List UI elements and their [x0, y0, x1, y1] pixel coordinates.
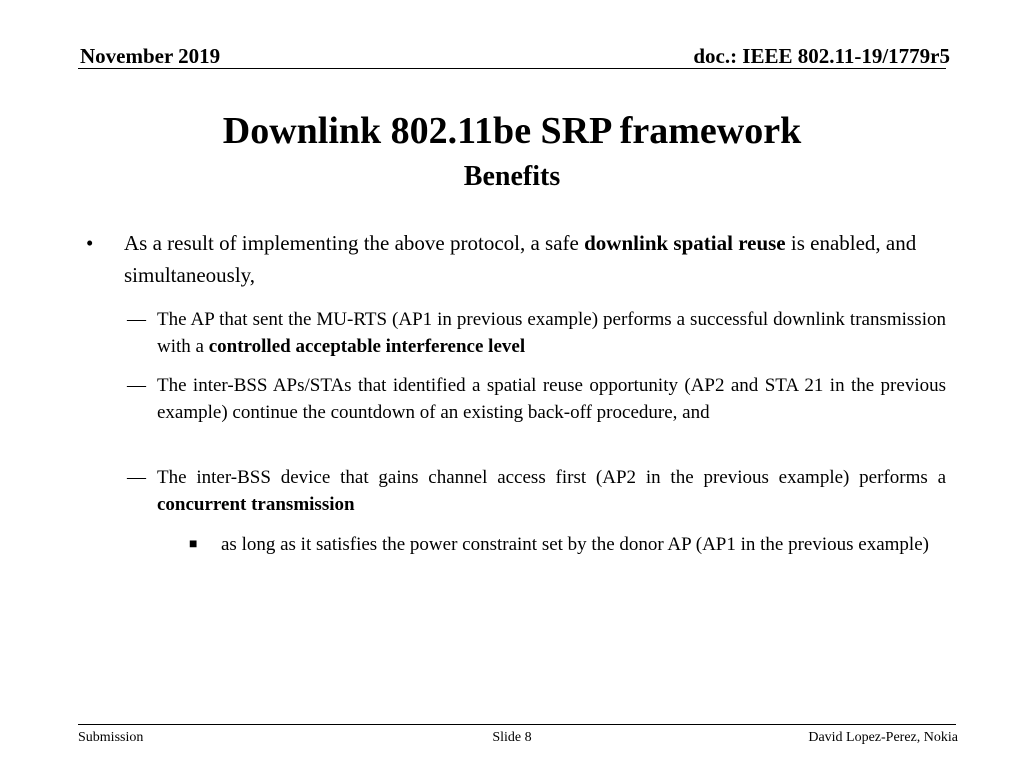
sub-bullet-1	[127, 306, 946, 360]
bullet-main-bold: downlink spatial reuse	[584, 231, 786, 255]
sub-bullet-2-text: The inter-BSS APs/STAs that identified a spatial reuse opportunity (AP2 and STA 21 in the previous example) continue the countdown of an existing back-off procedure, and	[157, 375, 946, 423]
footer-submission: Submission	[78, 730, 144, 745]
sub-sub-bullet-1-text: as long as it satisfies the power constraint set by the donor AP (AP1 in the previous example)	[221, 534, 929, 555]
footer-divider	[78, 724, 956, 725]
dash-icon: —	[127, 467, 146, 488]
header-doc-id: doc.: IEEE 802.11-19/1779r5	[693, 44, 950, 68]
sub-bullet-2	[127, 372, 946, 426]
slide-subtitle: Benefits	[463, 161, 561, 192]
bullet-main-text-end: is enabled, and simultaneously,	[124, 231, 917, 287]
sub-bullet-3-text: The inter-BSS device that gains channel access first (AP2 in the previous example) performs a	[157, 467, 946, 488]
bullet-main	[86, 227, 946, 291]
square-bullet-icon: ■	[189, 537, 198, 552]
sub-bullet-1-bold: controlled acceptable interference level	[208, 336, 526, 357]
footer-slide-number: Slide 8	[492, 730, 532, 745]
footer-author: David Lopez-Perez, Nokia	[808, 730, 958, 745]
bullet-dot-icon: •	[86, 231, 94, 255]
dash-icon: —	[127, 309, 146, 330]
sub-sub-bullet-1	[189, 530, 946, 559]
sub-bullet-3-bold: concurrent transmission	[157, 494, 355, 515]
header-date: November 2019	[80, 44, 221, 68]
sub-bullet-1-text: The AP that sent the MU-RTS (AP1 in previous example) performs a successful downlink transmission with a	[157, 309, 946, 357]
bullet-main-text-start: As a result of implementing the above protocol, a safe	[124, 231, 585, 255]
dash-icon: —	[127, 375, 146, 396]
sub-bullet-3	[127, 464, 946, 518]
slide-title: Downlink 802.11be SRP framework	[222, 110, 802, 152]
